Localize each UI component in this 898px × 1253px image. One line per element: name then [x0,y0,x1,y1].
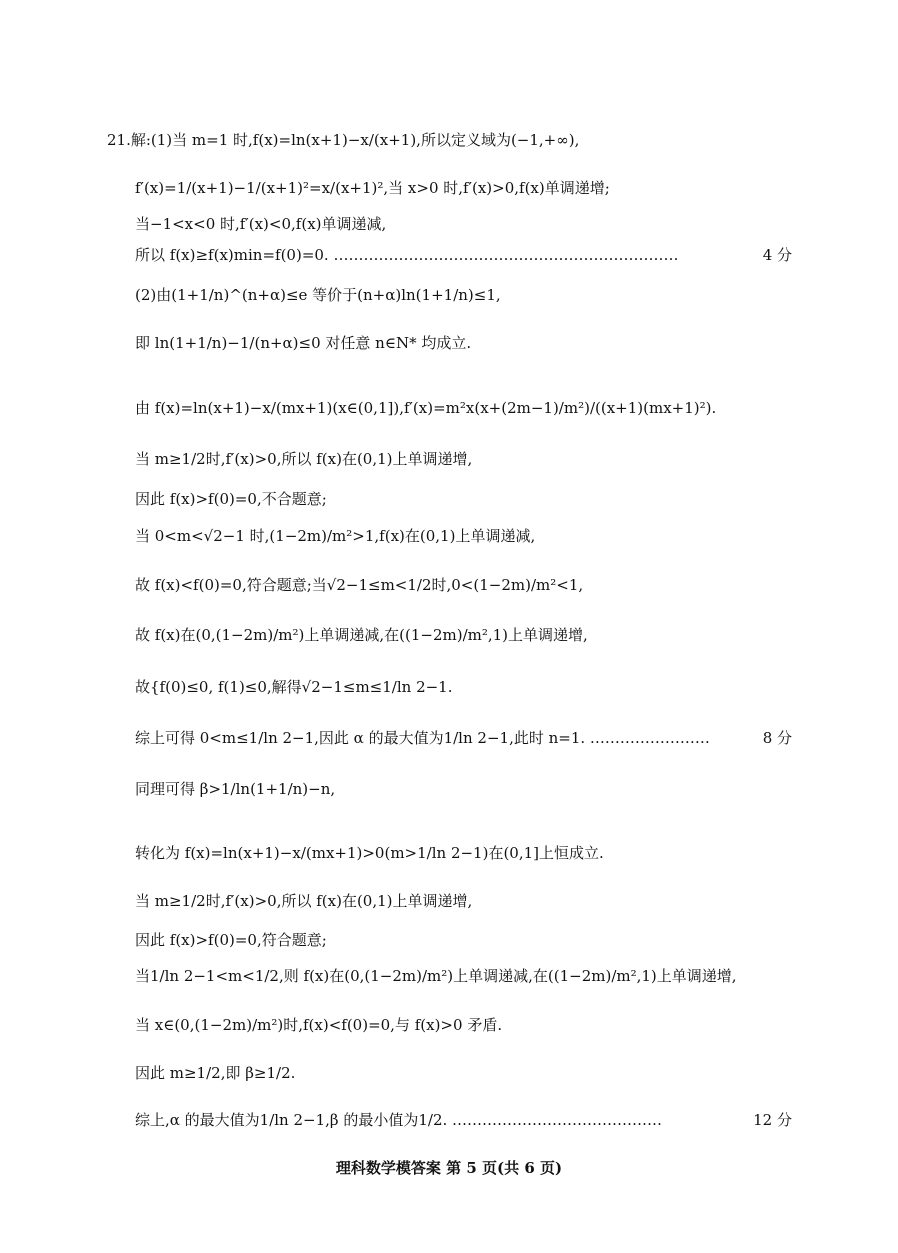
solution-line: 因此 f(x)>f(0)=0,不合题意; [135,490,327,508]
solution-line: 由 f(x)=ln(x+1)−x/(mx+1)(x∈(0,1]),f′(x)=m²x(x+(2m−1)/m²)/((x+1)(mx+1)²). [135,399,717,417]
score-mark: 8 分 [762,729,792,747]
solution-line: 21.解:(1)当 m=1 时,f(x)=ln(x+1)−x/(x+1),所以定义域为(−1,+∞), [107,131,580,149]
solution-line: 当 x∈(0,(1−2m)/m²)时,f(x)<f(0)=0,与 f(x)>0 矛盾. [135,1016,503,1034]
solution-line: 当 m≥1/2时,f′(x)>0,所以 f(x)在(0,1)上单调递增, [135,450,473,468]
solution-line: 所以 f(x)≥f(x)min=f(0)=0. …………………………………………………………… 4 分 [135,246,792,264]
solution-line: 同理可得 β>1/ln(1+1/n)−n, [135,780,336,798]
solution-line: 当 m≥1/2时,f′(x)>0,所以 f(x)在(0,1)上单调递增, [135,892,473,910]
solution-line: 当1/ln 2−1<m<1/2,则 f(x)在(0,(1−2m)/m²)上单调递减,在((1−2m)/m²,1)上单调递增, [135,967,737,985]
solution-line: 综上可得 0<m≤1/ln 2−1,因此 α 的最大值为1/ln 2−1,此时 n=1. …………………… 8 分 [135,729,792,747]
solution-line: f′(x)=1/(x+1)−1/(x+1)²=x/(x+1)²,当 x>0 时,f′(x)>0,f(x)单调递增; [135,179,610,197]
solution-line: 因此 m≥1/2,即 β≥1/2. [135,1064,296,1082]
solution-line: 因此 f(x)>f(0)=0,符合题意; [135,931,327,949]
solution-line: 故 f(x)<f(0)=0,符合题意;当√2−1≤m<1/2时,0<(1−2m)/m²<1, [135,576,584,594]
score-mark: 12 分 [753,1111,792,1129]
page-footer: 理科数学模答案 第 5 页(共 6 页) [335,1159,563,1177]
solution-line: 当 0<m<√2−1 时,(1−2m)/m²>1,f(x)在(0,1)上单调递减, [135,527,536,545]
solution-line: 故 f(x)在(0,(1−2m)/m²)上单调递减,在((1−2m)/m²,1)上单调递增, [135,626,588,644]
solution-line: 当−1<x<0 时,f′(x)<0,f(x)单调递减, [135,215,387,233]
score-mark: 4 分 [762,246,792,264]
solution-line: 故{f(0)≤0, f(1)≤0,解得√2−1≤m≤1/ln 2−1. [135,678,453,696]
solution-line: 即 ln(1+1/n)−1/(n+α)≤0 对任意 n∈N* 均成立. [135,334,472,352]
solution-line: 综上,α 的最大值为1/ln 2−1,β 的最小值为1/2. …………………………………… 12 分 [135,1111,792,1129]
solution-line: 转化为 f(x)=ln(x+1)−x/(mx+1)>0(m>1/ln 2−1)在(0,1]上恒成立. [135,844,604,862]
solution-line: (2)由(1+1/n)^(n+α)≤e 等价于(n+α)ln(1+1/n)≤1, [135,286,501,304]
